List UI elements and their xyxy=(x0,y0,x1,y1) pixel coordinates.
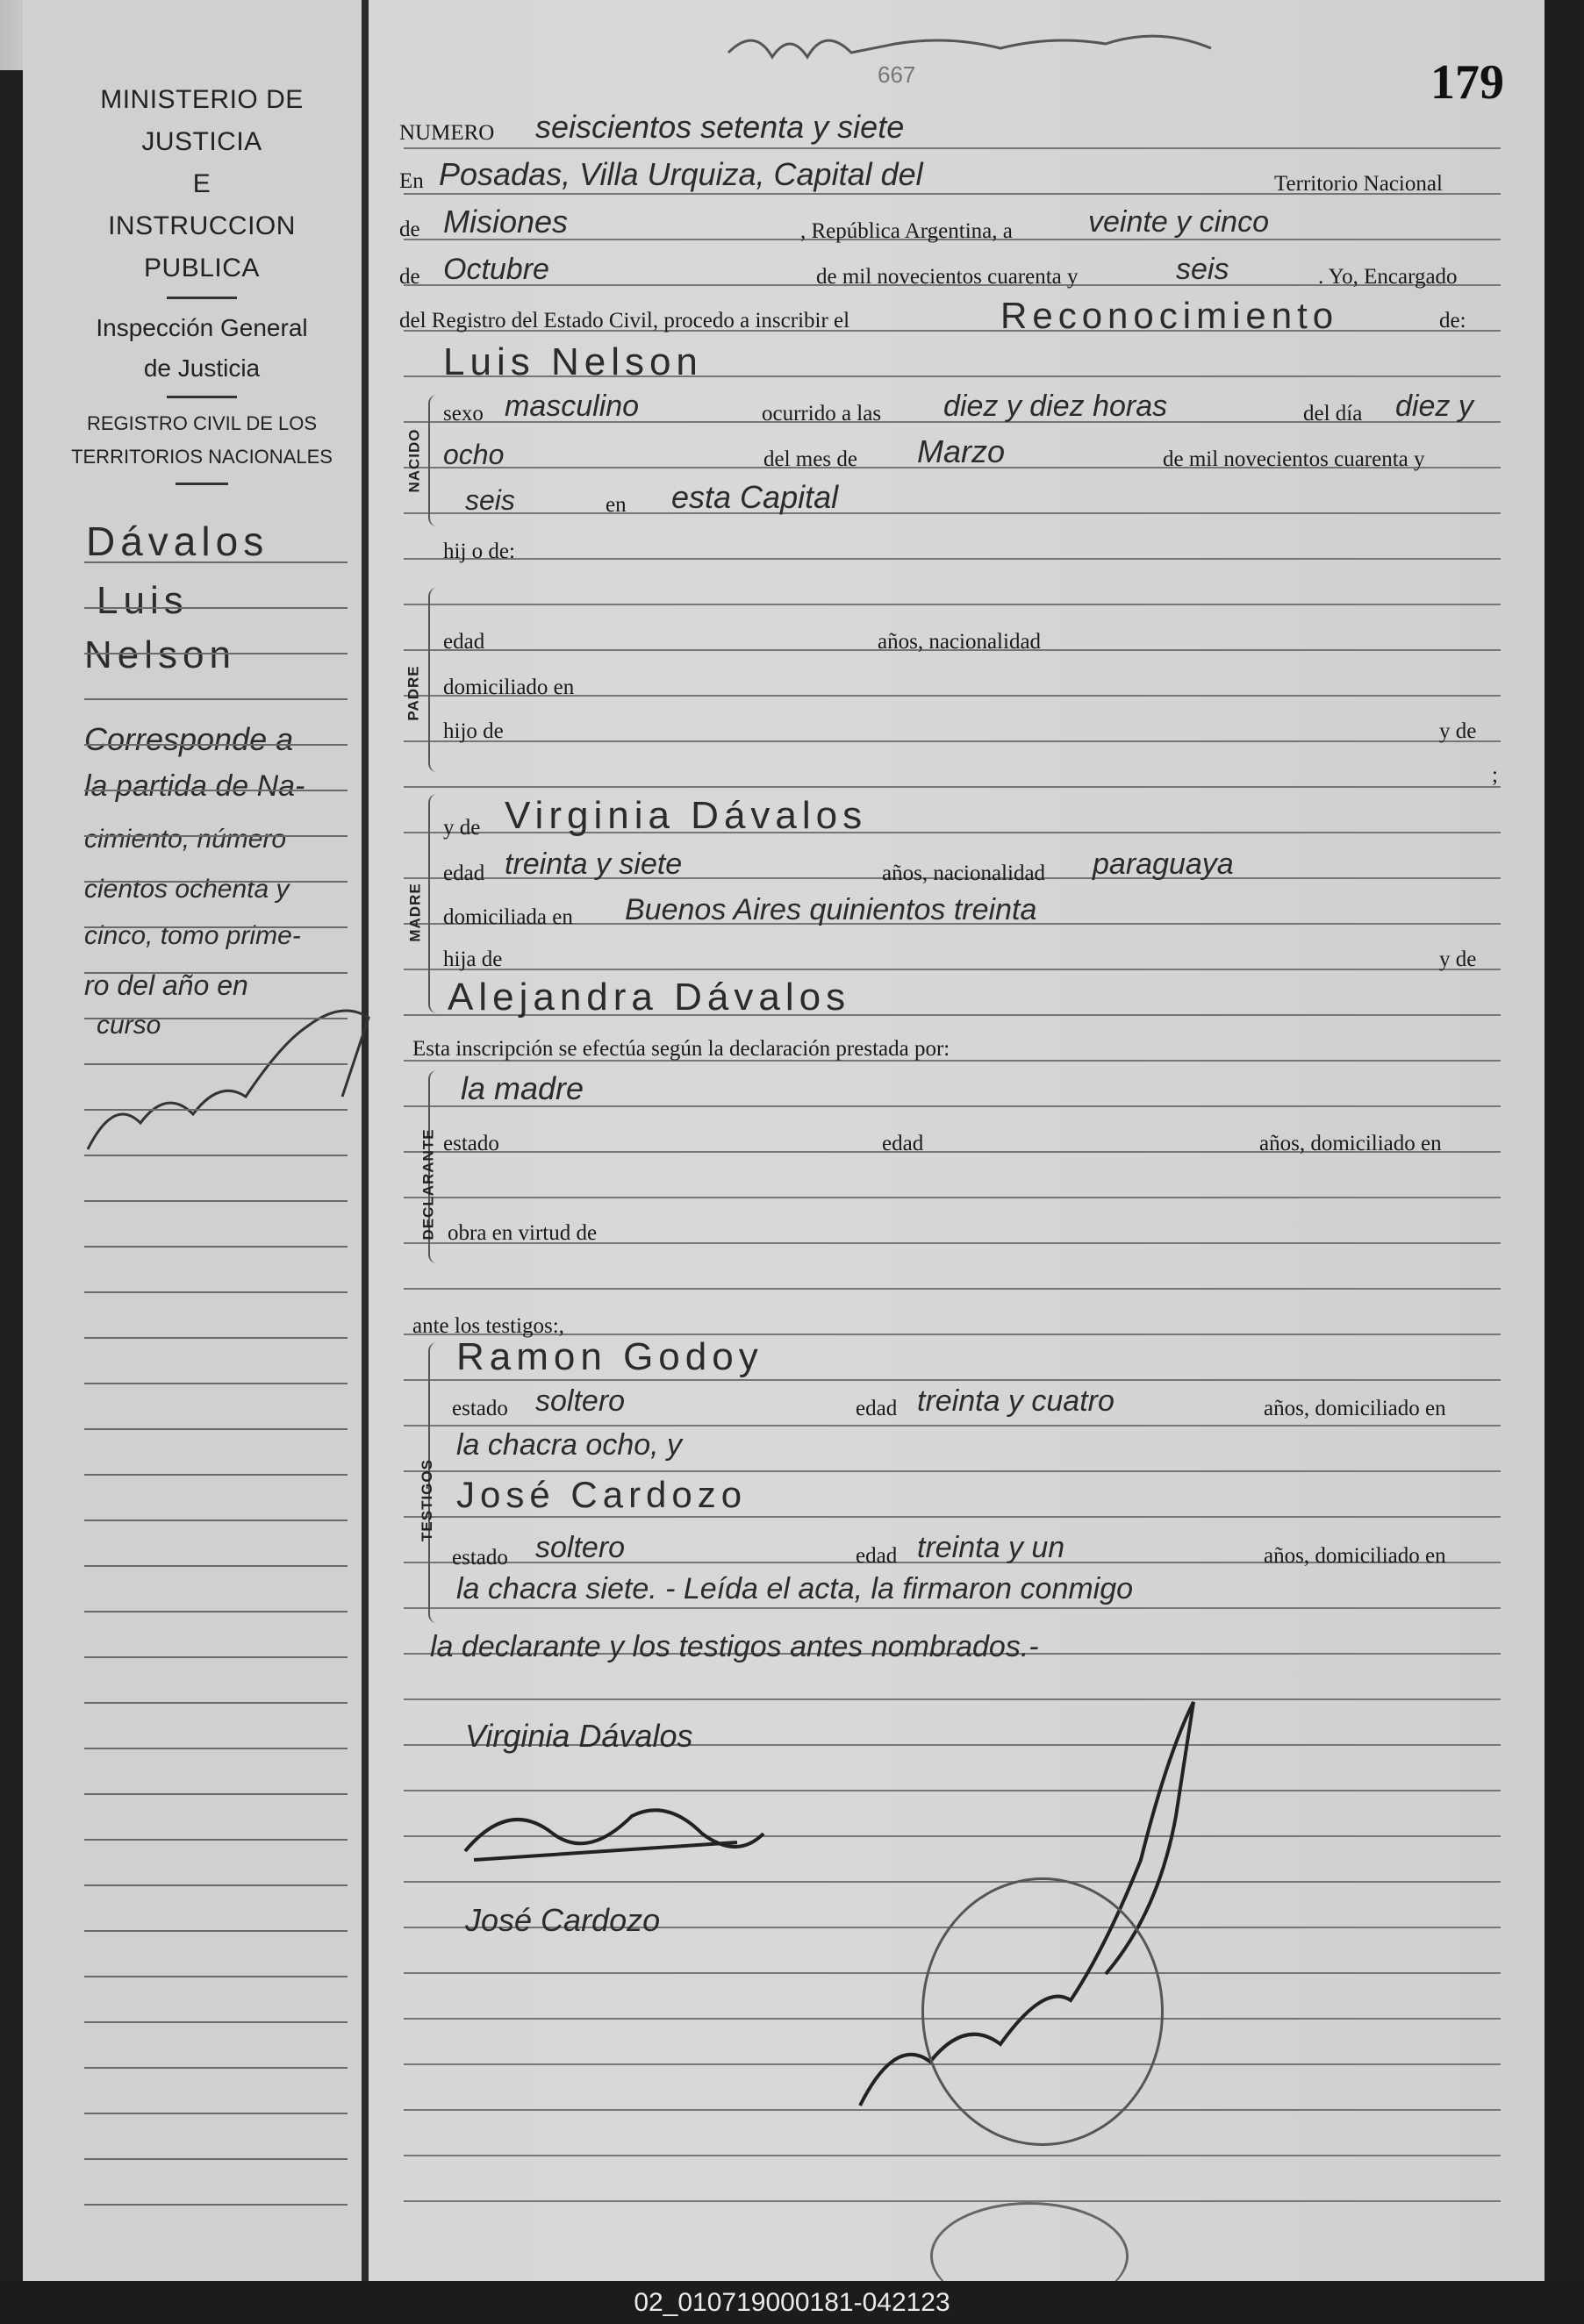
margin-rule xyxy=(84,1428,348,1430)
t2-estado-value: soltero xyxy=(535,1531,626,1564)
pencil-number: 667 xyxy=(878,61,916,88)
margin-rule xyxy=(84,2158,348,2160)
t1-edad-label: edad xyxy=(856,1397,898,1420)
lugar-value: esta Capital xyxy=(671,479,839,515)
decl-anios-label: años, domiciliado en xyxy=(1259,1132,1442,1155)
madre-anios-label: años, nacionalidad xyxy=(882,862,1046,885)
margin-rule xyxy=(84,2113,348,2114)
dia-value: veinte y cinco xyxy=(1088,205,1269,239)
milnov2-label: de mil novecientos cuarenta y xyxy=(1163,447,1425,471)
margin-rule xyxy=(84,1793,348,1795)
header-line-6: REGISTRO CIVIL DE LOS xyxy=(86,412,318,434)
madre-dom-label: domiciliada en xyxy=(443,905,573,929)
margin-note-3: cimiento, número xyxy=(84,825,287,854)
declarante-side-label: DECLARANTE xyxy=(419,1128,437,1241)
form-rule xyxy=(404,740,1501,742)
t2-edad-label: edad xyxy=(856,1544,898,1568)
margin-rule xyxy=(84,1246,348,1248)
margin-rule xyxy=(84,1109,348,1111)
margin-rule xyxy=(84,1930,348,1932)
acto-value: Reconocimiento xyxy=(1000,295,1339,336)
form-rule xyxy=(404,969,1501,970)
t1-edad-value: treinta y cuatro xyxy=(917,1384,1115,1418)
header-line-3: INSTRUCCION PUBLICA xyxy=(108,211,296,282)
margin-second-name: Nelson xyxy=(84,633,236,676)
margin-rule xyxy=(84,1337,348,1339)
margin-note-6: ro del año en xyxy=(84,969,248,1001)
form-rule xyxy=(404,1197,1501,1198)
margin-rule xyxy=(84,1611,348,1612)
form-rule xyxy=(404,786,1501,788)
margin-rule xyxy=(84,1748,348,1749)
form-rule xyxy=(404,604,1501,605)
madre-nac-value: paraguaya xyxy=(1093,847,1234,881)
nombre-value: Luis Nelson xyxy=(443,340,703,383)
margin-rule xyxy=(84,1063,348,1065)
form-rule xyxy=(404,1607,1501,1609)
form-rule xyxy=(404,1470,1501,1472)
decl-estado-label: estado xyxy=(443,1132,499,1155)
margin-rule xyxy=(84,2067,348,2069)
form-rule xyxy=(404,147,1501,149)
ocurrido-label: ocurrido a las xyxy=(762,402,882,425)
de-label: de xyxy=(399,218,420,241)
header-line-1: MINISTERIO DE JUSTICIA xyxy=(100,85,304,156)
margin-surname: Dávalos xyxy=(86,518,269,564)
t2-anios-label: años, domiciliado en xyxy=(1264,1544,1446,1568)
inscripcion-label: Esta inscripción se efectúa según la declaración prestada por: xyxy=(412,1037,950,1061)
padre-semicolon: ; xyxy=(1492,763,1498,787)
margin-rule xyxy=(84,1383,348,1384)
en-value: Posadas, Villa Urquiza, Capital del xyxy=(439,156,923,192)
t1-dom-value: la chacra ocho, y xyxy=(456,1428,683,1462)
form-rule xyxy=(404,512,1501,514)
margin-rule xyxy=(84,1520,348,1521)
padre-y-de-label: y de xyxy=(1439,719,1477,743)
margin-rule xyxy=(84,561,348,563)
madre-y-de-label: y de xyxy=(443,816,481,840)
nacido-side-label: NACIDO xyxy=(405,428,423,493)
padre-edad-label: edad xyxy=(443,630,485,654)
hija-de-label: hija de xyxy=(443,947,503,971)
firma-godoy xyxy=(456,1781,772,1877)
declarante-value: la madre xyxy=(461,1070,584,1106)
header-rule-3 xyxy=(176,483,228,485)
margin-rule xyxy=(84,1565,348,1567)
header-line-4: Inspección General xyxy=(96,314,308,341)
numero-value: seiscientos setenta y siete xyxy=(535,109,905,145)
territorio-label: Territorio Nacional xyxy=(1274,172,1443,196)
padre-hijo-de-label: hijo de xyxy=(443,719,504,743)
form-rule xyxy=(404,1379,1501,1381)
padre-domicilio-label: domiciliado en xyxy=(443,676,575,699)
header-line-5: de Justicia xyxy=(143,354,261,382)
form-rule xyxy=(404,1288,1501,1290)
margin-note-5: cinco, tomo prime- xyxy=(84,921,301,950)
top-signature-scribble xyxy=(720,9,1264,79)
abuela-nombre: Alejandra Dávalos xyxy=(448,976,851,1019)
margin-rule xyxy=(84,1474,348,1476)
de-value: Misiones xyxy=(443,204,569,240)
firma-cardozo: José Cardozo xyxy=(465,1902,661,1938)
page-edge xyxy=(1545,0,1584,2281)
hijo-label: hij o de: xyxy=(443,540,515,563)
header-rule-2 xyxy=(167,396,237,398)
madre-nombre: Virginia Dávalos xyxy=(505,794,868,837)
margin-rule xyxy=(84,653,348,654)
en-label: En xyxy=(399,169,424,193)
de2-label: de xyxy=(399,265,420,289)
margin-rule xyxy=(84,926,348,928)
form-rule xyxy=(404,1425,1501,1427)
deldia-label: del día xyxy=(1303,402,1363,425)
t2-edad-value: treinta y un xyxy=(917,1531,1065,1564)
milnov-label: de mil novecientos cuarenta y xyxy=(816,265,1079,289)
decl-edad-label: edad xyxy=(882,1132,924,1155)
margin-rule xyxy=(84,2021,348,2023)
margin-rule xyxy=(84,607,348,609)
form-rule xyxy=(404,2155,1501,2156)
obra-label: obra en virtud de xyxy=(448,1221,598,1245)
de3-label: de: xyxy=(1439,309,1466,333)
sexo-label: sexo xyxy=(443,402,484,425)
margin-note-4: cientos ochenta y xyxy=(84,875,290,904)
margin-rule xyxy=(84,1656,348,1658)
ministry-header xyxy=(53,79,351,494)
header-line-7: TERRITORIOS NACIONALES xyxy=(71,446,333,468)
madre-dom-value: Buenos Aires quinientos treinta xyxy=(625,893,1037,926)
margin-rule xyxy=(84,1155,348,1156)
madre-side-label: MADRE xyxy=(406,883,424,942)
document-id-footer: 02_010719000181-042123 xyxy=(0,2281,1584,2324)
testigos-label: ante los testigos:, xyxy=(412,1314,564,1338)
delmes-label: del mes de xyxy=(763,447,857,471)
margin-note-7: curso xyxy=(97,1011,161,1040)
hora-value: diez y diez horas xyxy=(943,390,1168,423)
nacido-brace xyxy=(428,395,441,526)
madre-brace xyxy=(428,794,441,1013)
page-number: 179 xyxy=(1430,55,1504,110)
margin-note-1: Corresponde a xyxy=(84,721,294,757)
margin-rule xyxy=(84,972,348,974)
header-rule xyxy=(167,297,237,299)
madre-edad-value: treinta y siete xyxy=(505,847,683,881)
dia-nac-value-2: ocho xyxy=(443,439,505,470)
sexo-value: masculino xyxy=(505,390,640,423)
margin-rule xyxy=(84,1291,348,1293)
margin-rule xyxy=(84,698,348,700)
t1-estado-value: soltero xyxy=(535,1384,626,1418)
margin-rule xyxy=(84,790,348,791)
padre-anios-label: años, nacionalidad xyxy=(878,630,1042,654)
registro-label: del Registro del Estado Civil, procedo a inscribir el xyxy=(399,309,850,333)
mes-nac-value: Marzo xyxy=(917,433,1006,469)
margin-rule xyxy=(84,1702,348,1704)
testigos-side-label: TESTIGOS xyxy=(418,1459,435,1541)
margin-rule xyxy=(84,1018,348,1019)
numero-label: NUMERO xyxy=(399,121,495,145)
en2-label: en xyxy=(606,493,627,517)
cierre-value: la declarante y los testigos antes nombrados.- xyxy=(430,1630,1039,1663)
yo-label: . Yo, Encargado xyxy=(1318,265,1458,289)
testigo2-nombre: José Cardozo xyxy=(456,1474,748,1515)
madre-y-de2-label: y de xyxy=(1439,947,1477,971)
margin-rule xyxy=(84,881,348,883)
registro-civil-seal xyxy=(921,1877,1164,2146)
t2-estado-label: estado xyxy=(452,1546,508,1570)
anio-nac-value: seis xyxy=(465,484,515,516)
margin-rule xyxy=(84,1884,348,1886)
margin-note-2: la partida de Na- xyxy=(84,769,305,803)
binding-edge xyxy=(0,70,23,2281)
margin-rule xyxy=(84,1839,348,1841)
form-rule xyxy=(404,2200,1501,2202)
form-rule xyxy=(404,1516,1501,1518)
margin-first-name: Luis xyxy=(97,579,189,622)
t1-estado-label: estado xyxy=(452,1397,508,1420)
firma-virginia: Virginia Dávalos xyxy=(465,1718,693,1754)
margin-rule xyxy=(84,2204,348,2206)
republica-label: , República Argentina, a xyxy=(800,219,1013,243)
padre-brace xyxy=(428,588,441,772)
form-rule xyxy=(404,558,1501,560)
margin-rule xyxy=(84,835,348,837)
margin-rule xyxy=(84,744,348,746)
margin-rule xyxy=(84,1200,348,1202)
t1-anios-label: años, domiciliado en xyxy=(1264,1397,1446,1420)
header-line-2: E xyxy=(192,169,211,198)
t2-dom-value: la chacra siete. - Leída el acta, la firmaron conmigo xyxy=(456,1572,1134,1605)
madre-edad-label: edad xyxy=(443,862,485,885)
mes-value: Octubre xyxy=(443,253,549,286)
padre-side-label: PADRE xyxy=(405,665,422,721)
anio-value: seis xyxy=(1176,253,1229,286)
testigo1-nombre: Ramon Godoy xyxy=(456,1335,763,1378)
dia-nac-value: diez y xyxy=(1395,390,1473,423)
margin-rule xyxy=(84,1976,348,1977)
